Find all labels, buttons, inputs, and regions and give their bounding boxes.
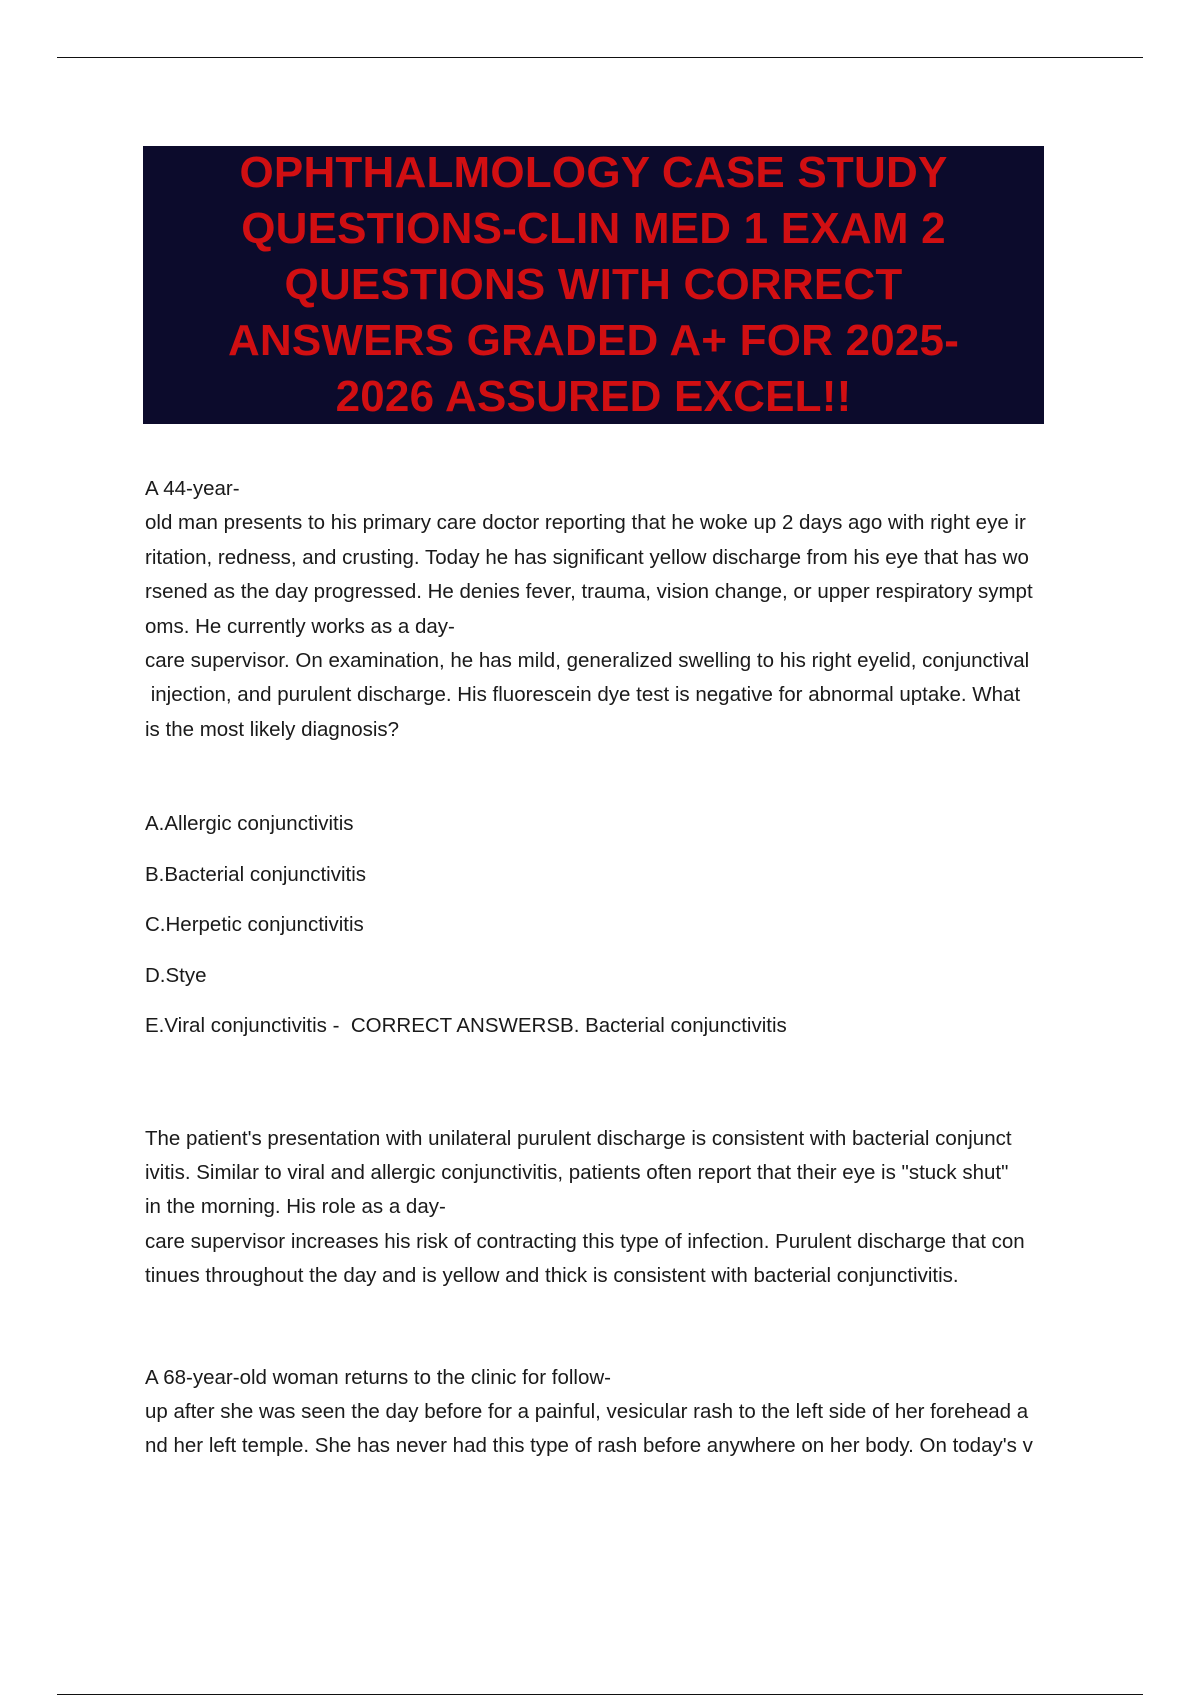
header-rule — [57, 57, 1143, 58]
text-line: care supervisor. On examination, he has mild, generalized swelling to his right eyelid, conjunctival — [145, 648, 1030, 672]
text-line: in the morning. His role as a day- — [145, 1195, 446, 1219]
answer-option-d: D.Stye — [145, 963, 207, 987]
title-line: QUESTIONS-CLIN MED 1 EXAM 2 — [241, 204, 946, 253]
explanation-1 — [145, 1122, 1145, 1294]
question-2-stem — [145, 1361, 1145, 1464]
footer-rule — [57, 1694, 1143, 1695]
text-line: nd her left temple. She has never had this type of rash before anywhere on her body. On today's v — [145, 1434, 1033, 1458]
text-line: care supervisor increases his risk of contracting this type of infection. Purulent discharge that con — [145, 1229, 1025, 1253]
question-1-stem — [145, 472, 1145, 747]
text-line: A 44-year- — [145, 477, 240, 500]
answer-option-e-with-correct-answer: E.Viral conjunctivitis - CORRECT ANSWERSB. Bacterial conjunctivitis — [145, 1014, 787, 1038]
text-line: up after she was seen the day before for a painful, vesicular rash to the left side of her forehead a — [145, 1399, 1029, 1423]
text-line: A 68-year-old woman returns to the clinic for follow- — [145, 1365, 612, 1389]
title-line: ANSWERS GRADED A+ FOR 2025- — [227, 316, 960, 365]
text-line: ritation, redness, and crusting. Today he has significant yellow discharge from his eye that has wo — [145, 545, 1029, 569]
answer-option-b: B.Bacterial conjunctivitis — [145, 862, 367, 886]
text-line: rsened as the day progressed. He denies fever, trauma, vision change, or upper respiratory sympt — [145, 580, 1033, 604]
text-line: The patient's presentation with unilateral purulent discharge is consistent with bacterial conjunct — [145, 1126, 1012, 1150]
text-line: tinues throughout the day and is yellow and thick is consistent with bacterial conjunctivitis. — [145, 1264, 959, 1288]
title-banner — [143, 146, 1044, 424]
text-line: old man presents to his primary care doctor reporting that he woke up 2 days ago with right eye ir — [145, 511, 1026, 535]
title-line: QUESTIONS WITH CORRECT — [284, 260, 903, 309]
title-line: OPHTHALMOLOGY CASE STUDY — [239, 148, 948, 197]
document-body — [145, 472, 1145, 1464]
answer-option-a: A.Allergic conjunctivitis — [145, 812, 354, 836]
title-line: 2026 ASSURED EXCEL!! — [335, 372, 852, 421]
text-line: is the most likely diagnosis? — [145, 717, 400, 741]
question-1-options — [145, 807, 1145, 1060]
text-line: injection, and purulent discharge. His fluorescein dye test is negative for abnormal uptake. What — [145, 683, 1021, 707]
text-line: ivitis. Similar to viral and allergic conjunctivitis, patients often report that their eye is "stuck shut" — [145, 1161, 1009, 1185]
answer-option-c: C.Herpetic conjunctivitis — [145, 913, 364, 937]
text-line: oms. He currently works as a day- — [145, 614, 455, 638]
